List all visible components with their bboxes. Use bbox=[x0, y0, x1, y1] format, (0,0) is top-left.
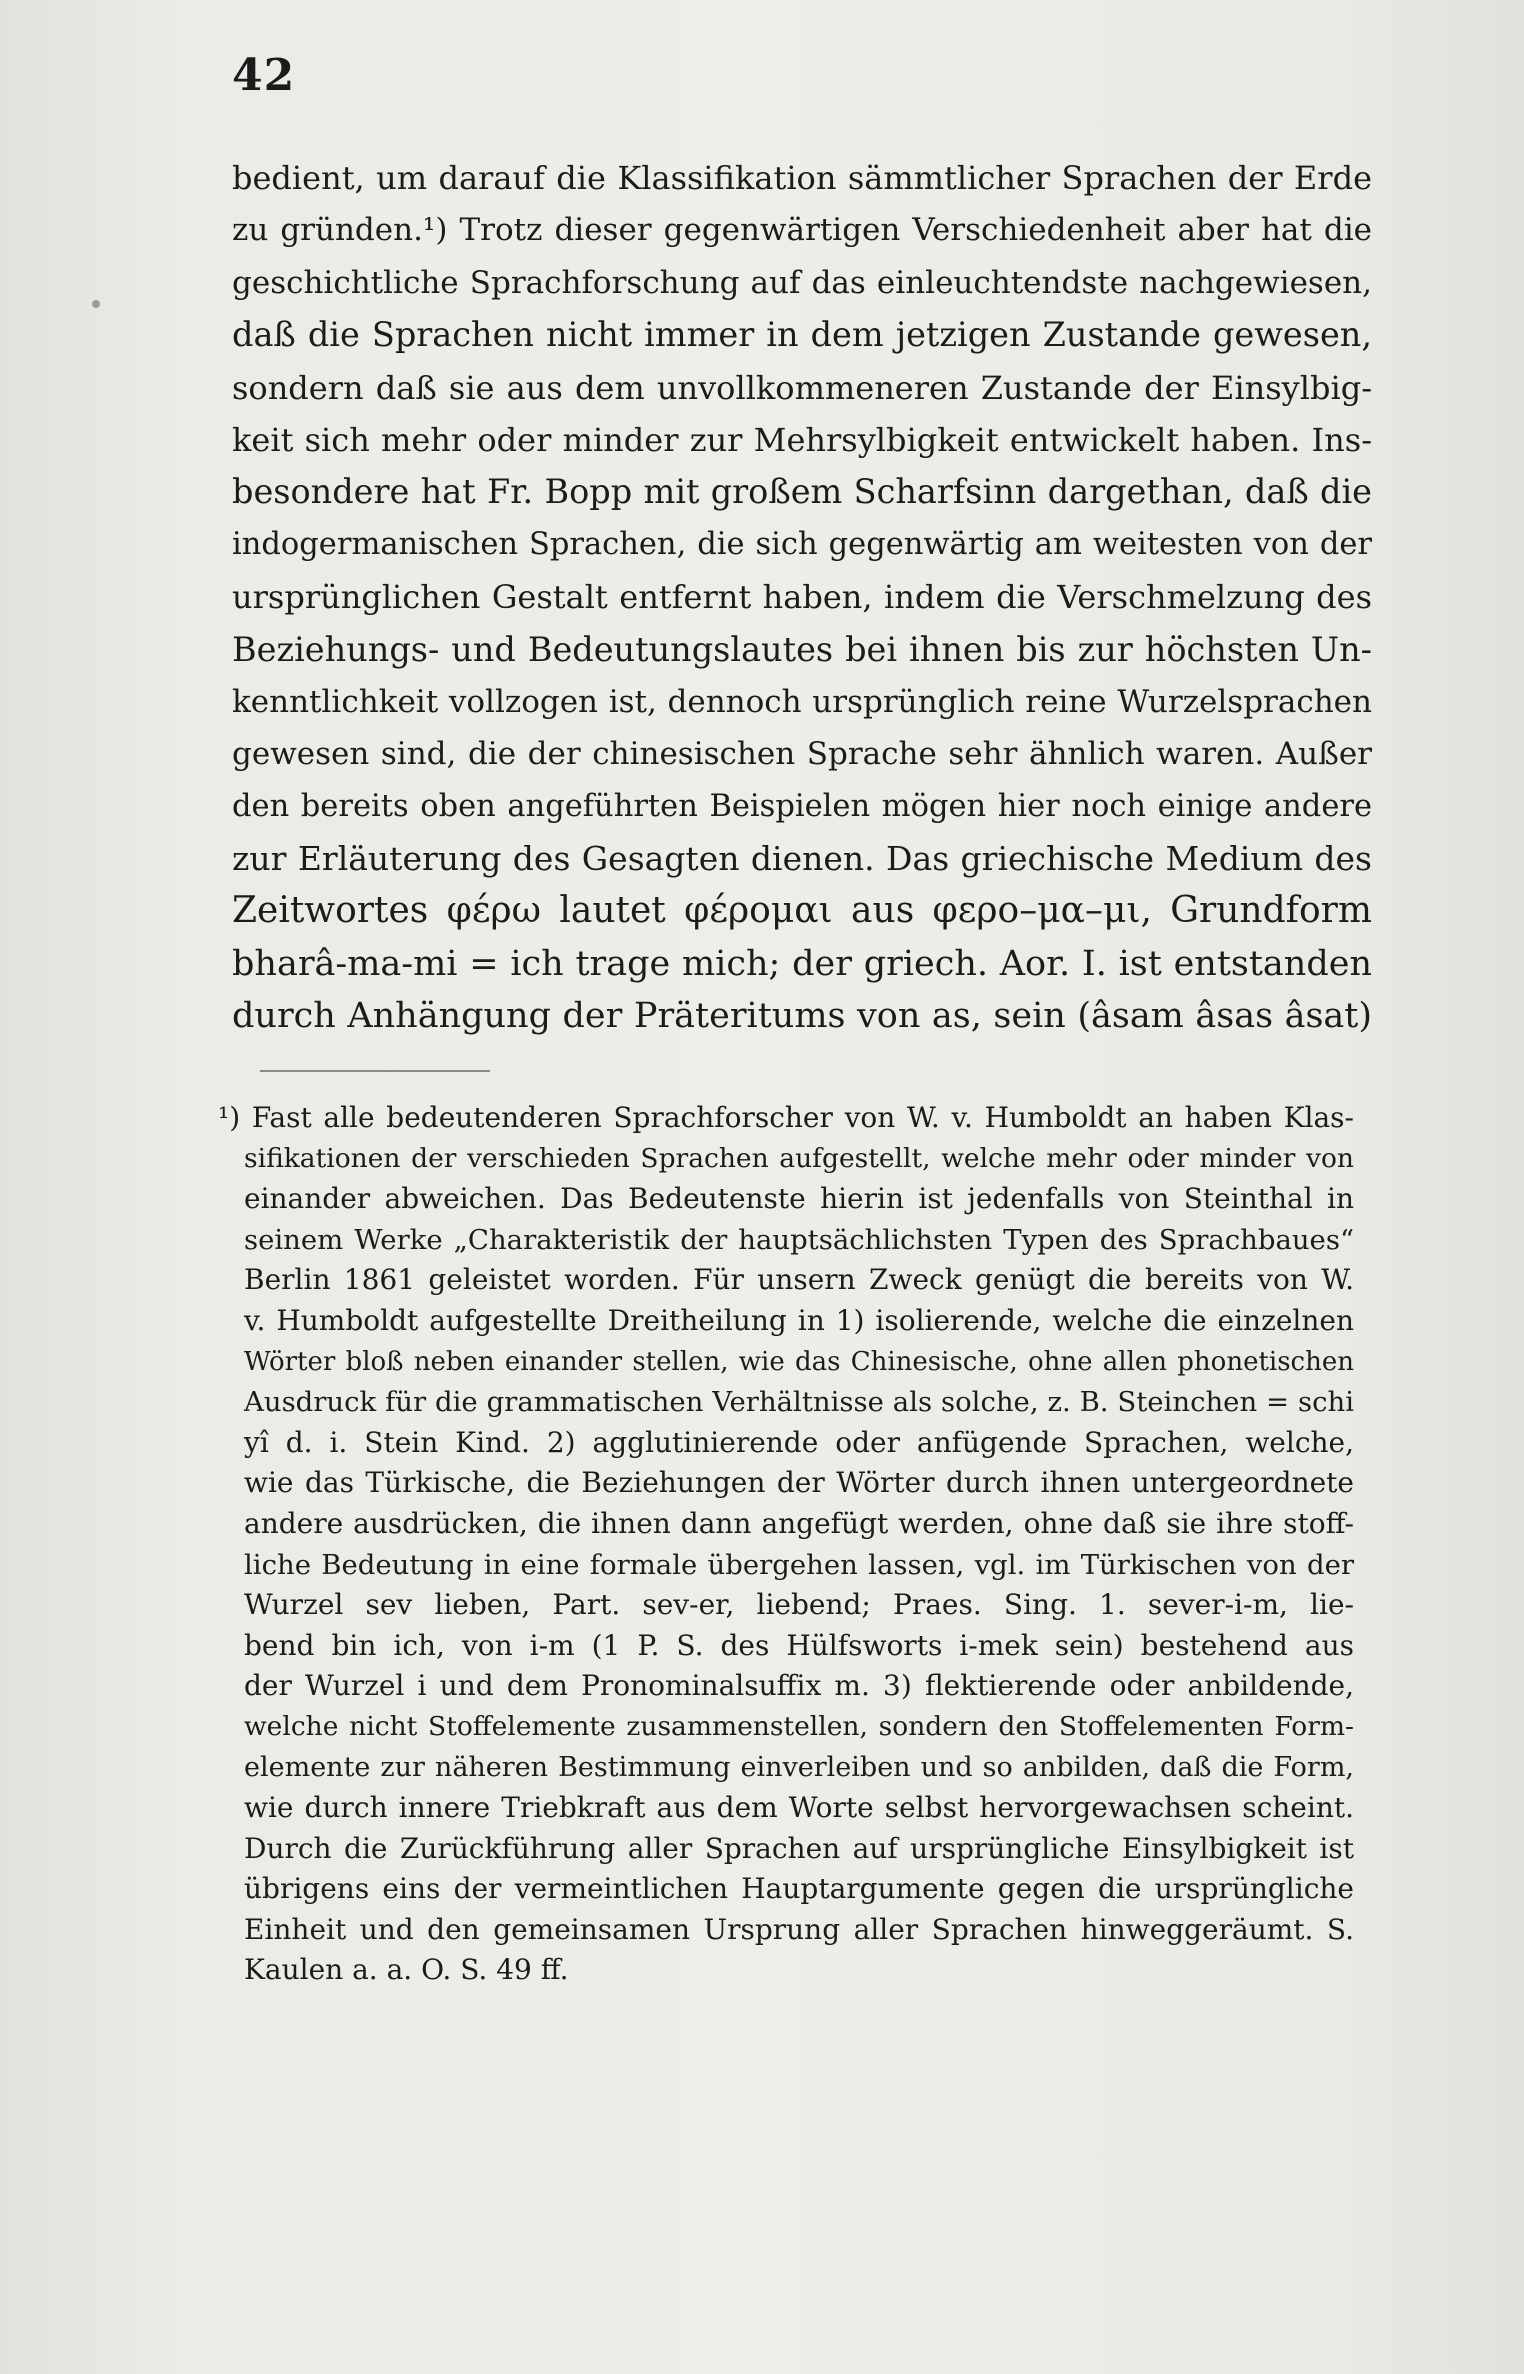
text-line: daß die Sprachen nicht immer in dem jetzigen Zustande gewesen, bbox=[232, 315, 1372, 355]
footnote-line: bend bin ich, von i-m (1 P. S. des Hülfsworts i-mek sein) bestehend aus bbox=[244, 1628, 1354, 1662]
text-line: besondere hat Fr. Bopp mit großem Scharfsinn dargethan, daß die bbox=[232, 472, 1372, 512]
text-line: keit sich mehr oder minder zur Mehrsylbigkeit entwickelt haben. Ins- bbox=[232, 420, 1372, 459]
footnote-line: ¹) Fast alle bedeutenderen Sprachforscher von W. v. Humboldt an haben Klas- bbox=[218, 1101, 1354, 1134]
footnote-line: einander abweichen. Das Bedeutenste hierin ist jedenfalls von Steinthal in bbox=[244, 1182, 1354, 1216]
text-line: durch Anhängung der Präteritums von as, sein (âsam âsas âsat) bbox=[232, 996, 1372, 1037]
text-line: den bereits oben angeführten Beispielen mögen hier noch einige andere bbox=[232, 788, 1372, 824]
paper-blemish bbox=[92, 300, 100, 308]
footnote-line: Einheit und den gemeinsamen Ursprung aller Sprachen hinweggeräumt. S. bbox=[244, 1912, 1354, 1946]
footnote-line: Berlin 1861 geleistet worden. Für unsern Zweck genügt die bereits von W. bbox=[244, 1263, 1354, 1297]
footnote-line: v. Humboldt aufgestellte Dreitheilung in 1) isolierende, welche die einzelnen bbox=[244, 1303, 1354, 1337]
footnote-line: welche nicht Stoffelemente zusammenstellen, sondern den Stoffelementen Form- bbox=[244, 1710, 1354, 1742]
main-text bbox=[232, 152, 1372, 1043]
page-number: 42 bbox=[232, 50, 296, 101]
text-line: Zeitwortes φέρω lautet φέρομαι aus φερο–μα–μι, Grundform bbox=[232, 890, 1372, 932]
footnote-line: der Wurzel i und dem Pronominalsuffix m. 3) flektierende oder anbildende, bbox=[244, 1669, 1354, 1703]
text-line: Beziehungs- und Bedeutungslautes bei ihnen bis zur höchsten Un- bbox=[232, 629, 1372, 669]
text-line: bedient, um darauf die Klassifikation sämmtlicher Sprachen der Erde bbox=[232, 159, 1372, 197]
footnote-line: wie durch innere Triebkraft aus dem Worte selbst hervorgewachsen scheint. bbox=[244, 1791, 1354, 1825]
footnote-line: elemente zur näheren Bestimmung einverleiben und so anbilden, daß die Form, bbox=[244, 1751, 1354, 1783]
text-line: zu gründen.¹) Trotz dieser gegenwärtigen Verschiedenheit aber hat die bbox=[232, 212, 1372, 249]
text-line: kenntlichkeit vollzogen ist, dennoch ursprünglich reine Wurzelsprachen bbox=[232, 683, 1372, 720]
footnote-line: liche Bedeutung in eine formale übergehen lassen, vgl. im Türkischen von der bbox=[244, 1548, 1354, 1581]
footnote-line: Durch die Zurückführung aller Sprachen auf ursprüngliche Einsylbigkeit ist bbox=[244, 1831, 1354, 1865]
footnote-line: seinem Werke „Charakteristik der hauptsächlichsten Typen des Sprachbaues“ bbox=[244, 1223, 1354, 1256]
footnote-divider bbox=[260, 1070, 490, 1072]
footnote-line: sifikationen der verschieden Sprachen aufgestellt, welche mehr oder minder von bbox=[244, 1142, 1354, 1174]
text-line: geschichtliche Sprachforschung auf das einleuchtendste nachgewiesen, bbox=[232, 264, 1372, 301]
text-line: ursprünglichen Gestalt entfernt haben, indem die Verschmelzung des bbox=[232, 578, 1372, 617]
footnote-line: übrigens eins der vermeintlichen Hauptargumente gegen die ursprüngliche bbox=[244, 1872, 1354, 1906]
footnote-line: wie das Türkische, die Beziehungen der Wörter durch ihnen untergeordnete bbox=[244, 1466, 1354, 1500]
footnote-line: andere ausdrücken, die ihnen dann angefügt werden, ohne daß sie ihre stoff- bbox=[244, 1506, 1354, 1540]
footnote-line: Ausdruck für die grammatischen Verhältnisse als solche, z. B. Steinchen = schi bbox=[244, 1386, 1354, 1419]
text-line: bharâ-ma-mi = ich trage mich; der griech. Aor. I. ist entstanden bbox=[232, 943, 1372, 984]
text-line: indogermanischen Sprachen, die sich gegenwärtig am weitesten von der bbox=[232, 526, 1372, 562]
footnote-line: Wörter bloß neben einander stellen, wie das Chinesische, ohne allen phonetischen bbox=[244, 1346, 1354, 1377]
text-line: sondern daß sie aus dem unvollkommeneren Zustande der Einsylbig- bbox=[232, 368, 1372, 407]
footnote-line: Kaulen a. a. O. S. 49 ff. bbox=[244, 1953, 569, 1987]
footnote-line: yî d. i. Stein Kind. 2) agglutinierende oder anfügende Sprachen, welche, bbox=[244, 1425, 1354, 1459]
text-line: zur Erläuterung des Gesagten dienen. Das griechische Medium des bbox=[232, 839, 1372, 879]
footnote-line: Wurzel sev lieben, Part. sev-er, liebend; Praes. Sing. 1. sever-i-m, lie- bbox=[244, 1588, 1354, 1622]
footnotes bbox=[218, 1098, 1354, 1991]
text-line: gewesen sind, die der chinesischen Sprache sehr ähnlich waren. Außer bbox=[232, 736, 1372, 773]
